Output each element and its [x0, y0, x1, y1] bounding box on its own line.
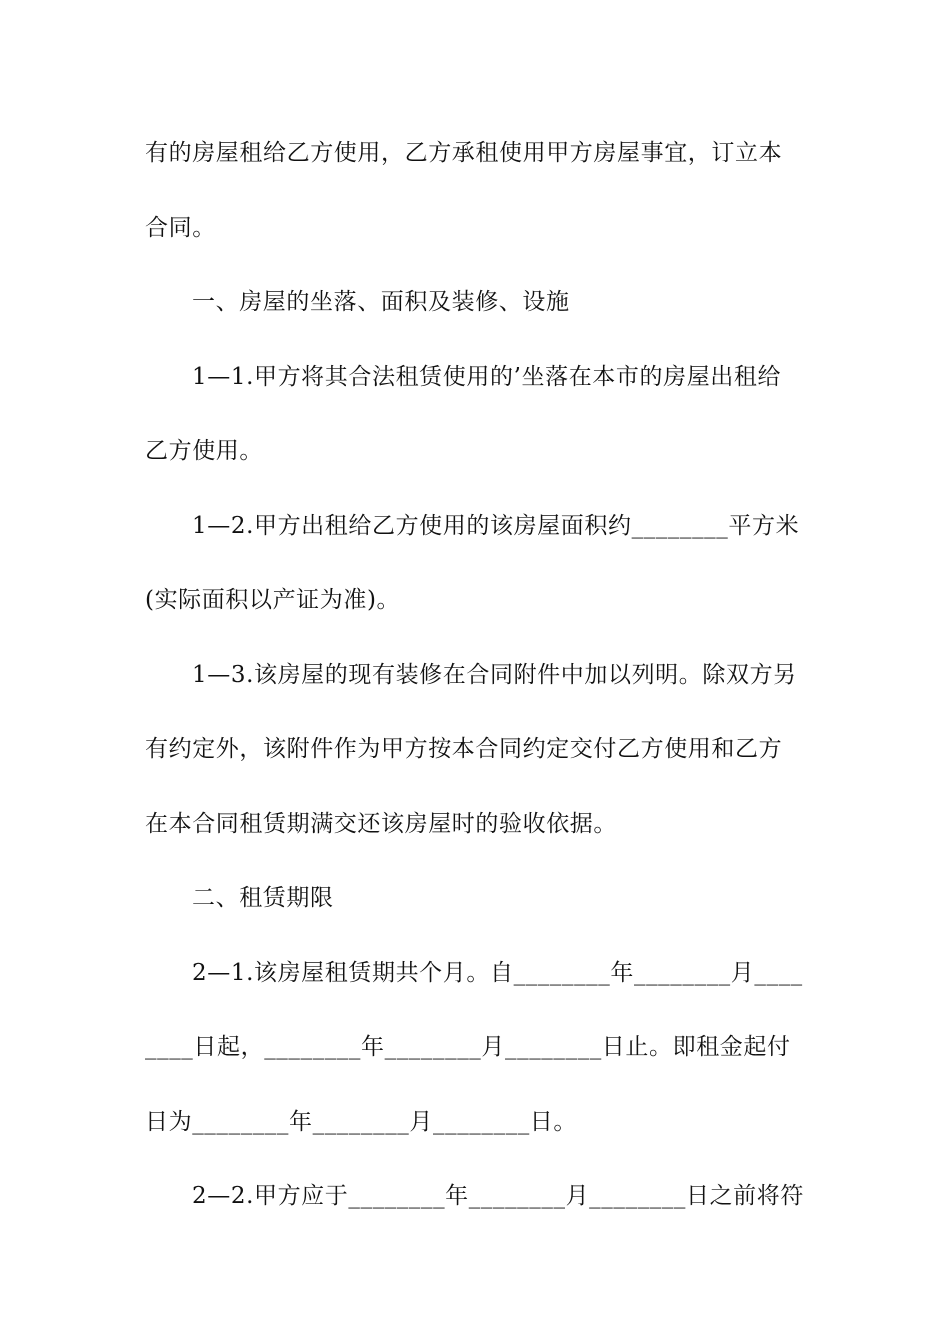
text-line: 合同。: [145, 214, 216, 241]
text-line: 日为________年________月________日。: [145, 1108, 577, 1135]
text-line: (实际面积以产证为准)。: [145, 587, 401, 613]
clause-line: 2—2.甲方应于________年________月________日之前将符: [192, 1183, 804, 1209]
contract-text: [145, 116, 815, 1234]
text-line: 乙方使用。: [145, 438, 263, 464]
clause-line: 2—1.该房屋租赁期共个月。自________年________月____: [192, 959, 803, 986]
section-heading: 二、租赁期限: [192, 885, 334, 911]
text-line: ____日起，________年________月________日止。即租金起付: [145, 1034, 791, 1060]
section-heading: 一、房屋的坐落、面积及装修、设施: [192, 289, 570, 315]
text-line: 有的房屋租给乙方使用，乙方承租使用甲方房屋事宜，订立本: [145, 140, 783, 166]
text-line: 在本合同租赁期满交还该房屋时的验收依据。: [145, 810, 617, 837]
clause-line: 1—3.该房屋的现有装修在合同附件中加以列明。除双方另: [192, 661, 797, 688]
clause-line: 1—1.甲方将其合法租赁使用的’坐落在本市的房屋出租给: [192, 363, 782, 390]
clause-line: 1—2.甲方出租给乙方使用的该房屋面积约________平方米: [192, 512, 800, 539]
text-line: 有约定外，该附件作为甲方按本合同约定交付乙方使用和乙方: [145, 736, 783, 762]
